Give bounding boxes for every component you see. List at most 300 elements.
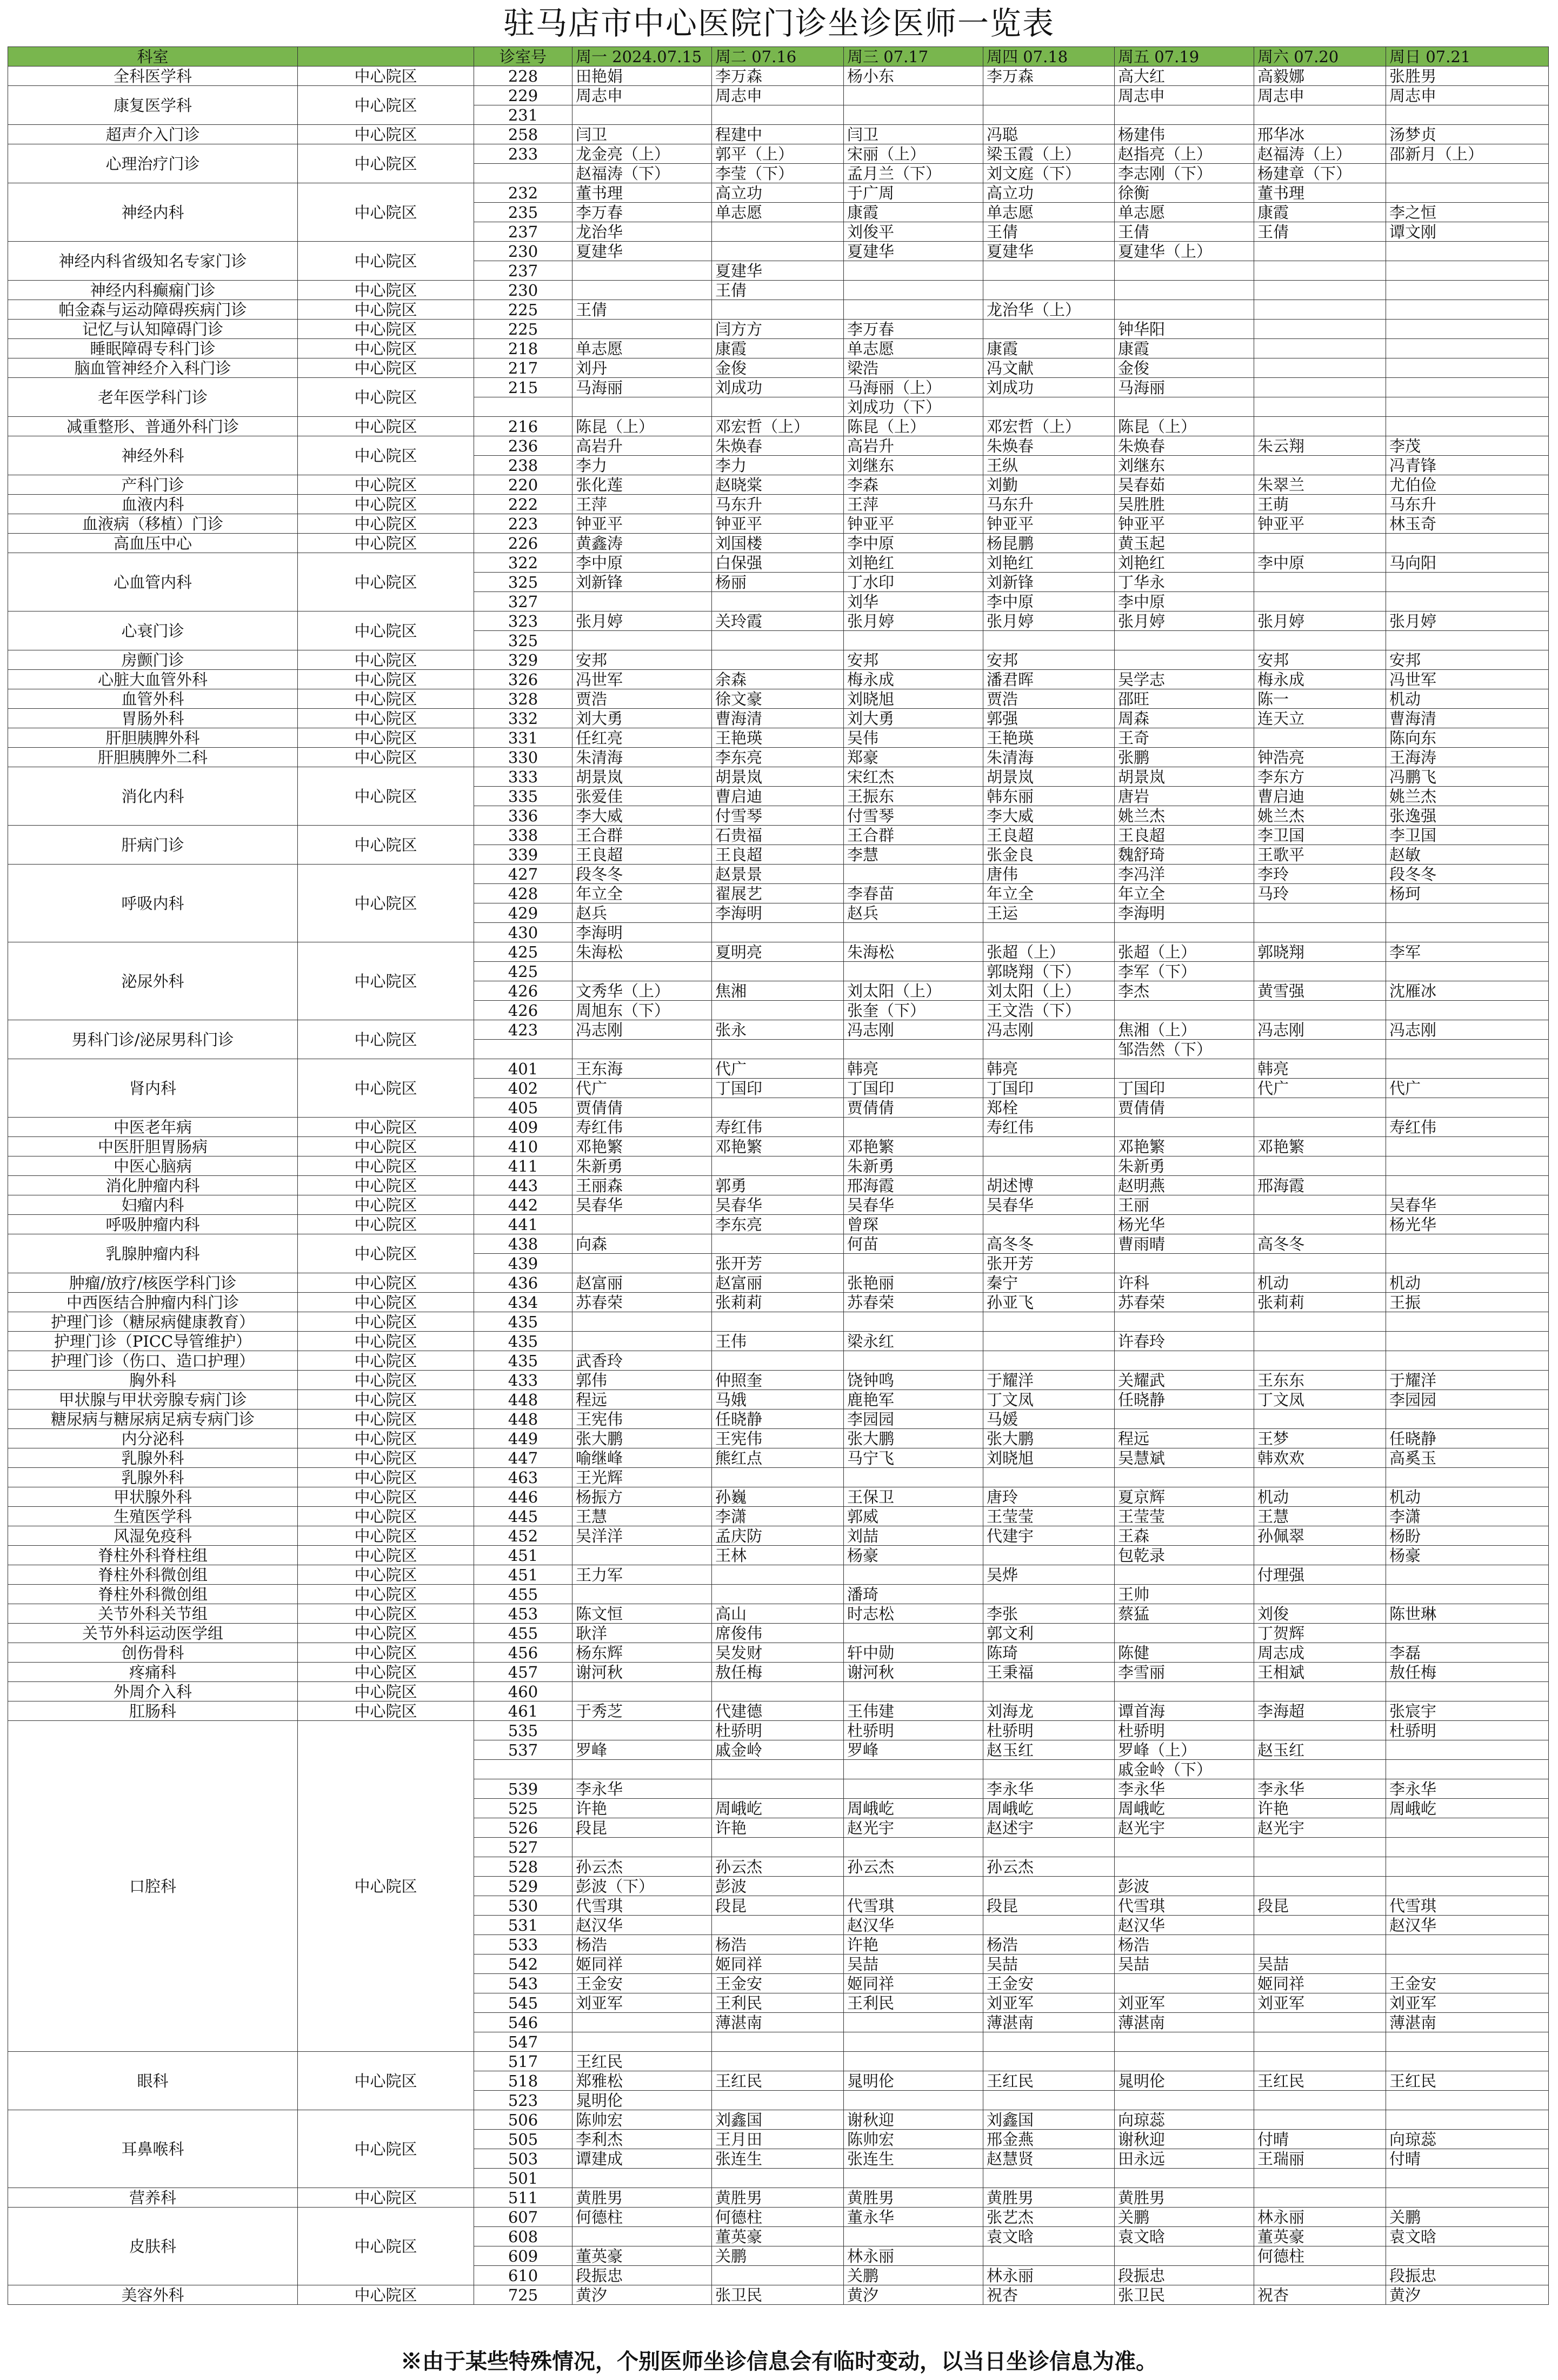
room-cell: 411	[474, 1156, 572, 1176]
doctor-cell-wed	[844, 2227, 983, 2246]
doctor-cell-fri	[1115, 2246, 1254, 2266]
doctor-cell-thu: 潘君晖	[983, 670, 1115, 689]
doctor-cell-sun: 尤伯俭	[1386, 475, 1549, 495]
department-cell: 甲状腺与甲状旁腺专病门诊	[8, 1390, 298, 1410]
doctor-cell-fri: 焦湘（上）	[1115, 1020, 1254, 1040]
table-row	[8, 514, 1549, 534]
doctor-cell-wed: 孙云杰	[844, 1857, 983, 1877]
table-row	[8, 865, 1549, 884]
doctor-cell-sat: 刘俊	[1254, 1604, 1386, 1624]
header-day-sun: 周日 07.21	[1386, 47, 1549, 67]
room-cell: 423	[474, 1020, 572, 1040]
doctor-cell-wed	[844, 300, 983, 320]
doctor-cell-mon: 朱海松	[572, 942, 712, 962]
doctor-cell-wed: 朱海松	[844, 942, 983, 962]
doctor-cell-wed	[844, 2091, 983, 2110]
doctor-cell-wed: 李园园	[844, 1410, 983, 1429]
doctor-cell-sat: 机动	[1254, 1487, 1386, 1507]
doctor-cell-thu: 王红民	[983, 2071, 1115, 2091]
doctor-cell-wed	[844, 631, 983, 650]
doctor-cell-thu: 马东升	[983, 495, 1115, 514]
doctor-cell-tue	[712, 592, 844, 611]
doctor-cell-wed: 何苗	[844, 1234, 983, 1254]
room-cell: 449	[474, 1429, 572, 1448]
doctor-cell-mon	[572, 2169, 712, 2188]
doctor-cell-sat: 李永华	[1254, 1779, 1386, 1799]
doctor-cell-tue: 杨丽	[712, 573, 844, 592]
doctor-cell-wed: 李中原	[844, 534, 983, 553]
doctor-cell-tue: 李莹（下）	[712, 164, 844, 183]
room-cell: 518	[474, 2071, 572, 2091]
doctor-cell-mon: 段振忠	[572, 2266, 712, 2285]
room-cell: 230	[474, 281, 572, 300]
header-department: 科室	[8, 47, 298, 67]
doctor-cell-fri: 周森	[1115, 709, 1254, 728]
doctor-cell-mon	[572, 1040, 712, 1059]
room-cell: 217	[474, 358, 572, 378]
doctor-cell-sat	[1254, 1118, 1386, 1137]
doctor-cell-sun: 杜骄明	[1386, 1721, 1549, 1740]
campus-cell: 中心院区	[298, 650, 474, 670]
doctor-cell-thu	[983, 1312, 1115, 1332]
table-row	[8, 1137, 1549, 1156]
doctor-cell-mon: 贾浩	[572, 689, 712, 709]
doctor-cell-thu: 刘艳红	[983, 553, 1115, 573]
department-cell: 高血压中心	[8, 534, 298, 553]
doctor-cell-mon: 王萍	[572, 495, 712, 514]
doctor-cell-wed	[844, 1779, 983, 1799]
doctor-cell-wed: 吴春华	[844, 1195, 983, 1215]
doctor-cell-tue: 白保强	[712, 553, 844, 573]
doctor-cell-thu: 刘新锋	[983, 573, 1115, 592]
campus-cell: 中心院区	[298, 2285, 474, 2305]
table-row	[8, 86, 1549, 105]
room-cell: 330	[474, 748, 572, 767]
doctor-cell-sat: 赵玉红	[1254, 1740, 1386, 1760]
doctor-cell-thu: 刘鑫国	[983, 2110, 1115, 2130]
doctor-cell-sat: 何德柱	[1254, 2246, 1386, 2266]
campus-cell: 中心院区	[298, 339, 474, 358]
room-cell: 460	[474, 1682, 572, 1701]
room-cell: 530	[474, 1896, 572, 1916]
doctor-cell-wed	[844, 2032, 983, 2052]
doctor-cell-thu	[983, 1838, 1115, 1857]
doctor-cell-mon: 任红亮	[572, 728, 712, 748]
doctor-cell-mon: 段昆	[572, 1818, 712, 1838]
doctor-cell-sat: 段昆	[1254, 1896, 1386, 1916]
room-cell: 436	[474, 1273, 572, 1293]
doctor-cell-fri: 薄湛南	[1115, 2013, 1254, 2032]
doctor-cell-sat: 朱云翔	[1254, 436, 1386, 456]
doctor-cell-thu	[983, 1877, 1115, 1896]
doctor-cell-mon	[572, 1760, 712, 1779]
doctor-cell-sat	[1254, 1040, 1386, 1059]
doctor-cell-wed: 林永丽	[844, 2246, 983, 2266]
doctor-cell-mon: 郭伟	[572, 1371, 712, 1390]
doctor-cell-thu: 孙云杰	[983, 1857, 1115, 1877]
doctor-cell-fri: 钟华阳	[1115, 320, 1254, 339]
doctor-cell-tue: 刘成功	[712, 378, 844, 397]
doctor-cell-thu: 王秉福	[983, 1663, 1115, 1682]
doctor-cell-fri	[1115, 2032, 1254, 2052]
doctor-cell-fri: 吴学志	[1115, 670, 1254, 689]
room-cell: 505	[474, 2130, 572, 2149]
doctor-cell-mon: 赵兵	[572, 903, 712, 923]
doctor-cell-fri: 魏舒琦	[1115, 845, 1254, 865]
doctor-cell-mon: 吴春华	[572, 1195, 712, 1215]
room-cell: 325	[474, 573, 572, 592]
doctor-cell-tue	[712, 1760, 844, 1779]
doctor-cell-fri	[1115, 1682, 1254, 1701]
doctor-cell-mon	[572, 2032, 712, 2052]
doctor-cell-thu	[983, 923, 1115, 942]
doctor-cell-thu: 胡述博	[983, 1176, 1115, 1195]
doctor-cell-sun	[1386, 417, 1549, 436]
room-cell: 226	[474, 534, 572, 553]
doctor-cell-sun: 李磊	[1386, 1643, 1549, 1663]
doctor-cell-tue: 程建中	[712, 125, 844, 144]
doctor-cell-fri	[1115, 1565, 1254, 1585]
doctor-cell-sun: 陈向东	[1386, 728, 1549, 748]
doctor-cell-mon	[572, 261, 712, 281]
doctor-cell-wed: 邢海霞	[844, 1176, 983, 1195]
room-cell: 451	[474, 1546, 572, 1565]
doctor-cell-fri: 王森	[1115, 1526, 1254, 1546]
room-cell: 446	[474, 1487, 572, 1507]
doctor-cell-sun	[1386, 1098, 1549, 1118]
doctor-cell-fri	[1115, 261, 1254, 281]
doctor-cell-thu	[983, 281, 1115, 300]
doctor-cell-sun: 陈世琳	[1386, 1604, 1549, 1624]
doctor-cell-mon: 张大鹏	[572, 1429, 712, 1448]
room-cell: 430	[474, 923, 572, 942]
doctor-cell-sat: 王慧	[1254, 1507, 1386, 1526]
room-cell: 225	[474, 320, 572, 339]
doctor-cell-fri	[1115, 1001, 1254, 1020]
department-cell: 外周介入科	[8, 1682, 298, 1701]
room-cell: 455	[474, 1585, 572, 1604]
department-cell: 睡眠障碍专科门诊	[8, 339, 298, 358]
doctor-cell-wed: 刘晓旭	[844, 689, 983, 709]
doctor-cell-thu: 高冬冬	[983, 1234, 1115, 1254]
campus-cell: 中心院区	[298, 1507, 474, 1526]
table-row	[8, 2052, 1549, 2071]
doctor-cell-sun: 高奚玉	[1386, 1448, 1549, 1468]
doctor-cell-mon: 陈帅宏	[572, 2110, 712, 2130]
campus-cell: 中心院区	[298, 436, 474, 475]
doctor-cell-fri: 向琼蕊	[1115, 2110, 1254, 2130]
doctor-cell-mon: 许艳	[572, 1799, 712, 1818]
room-cell: 455	[474, 1624, 572, 1643]
doctor-cell-sat: 钟亚平	[1254, 514, 1386, 534]
doctor-cell-fri: 吴春茹	[1115, 475, 1254, 495]
doctor-cell-sat: 黄雪强	[1254, 981, 1386, 1001]
room-cell: 232	[474, 183, 572, 203]
doctor-cell-sat: 董英豪	[1254, 2227, 1386, 2246]
doctor-cell-sat	[1254, 320, 1386, 339]
doctor-cell-sun: 任晓静	[1386, 1429, 1549, 1448]
doctor-cell-mon: 赵汉华	[572, 1916, 712, 1935]
doctor-cell-sat	[1254, 2169, 1386, 2188]
room-cell: 506	[474, 2110, 572, 2130]
department-cell: 关节外科运动医学组	[8, 1624, 298, 1643]
doctor-cell-tue	[712, 1565, 844, 1585]
department-cell: 中医心脑病	[8, 1156, 298, 1176]
department-cell: 眼科	[8, 2052, 298, 2110]
campus-cell: 中心院区	[298, 1721, 474, 2052]
doctor-cell-sun	[1386, 1410, 1549, 1429]
doctor-cell-mon: 王力军	[572, 1565, 712, 1585]
doctor-cell-wed: 朱新勇	[844, 1156, 983, 1176]
doctor-cell-fri: 李杰	[1115, 981, 1254, 1001]
room-cell: 435	[474, 1312, 572, 1332]
department-cell: 疼痛科	[8, 1663, 298, 1682]
doctor-cell-fri: 王倩	[1115, 222, 1254, 242]
doctor-cell-wed: 李万春	[844, 320, 983, 339]
doctor-cell-wed: 王合群	[844, 826, 983, 845]
doctor-cell-thu	[983, 320, 1115, 339]
doctor-cell-tue: 敖任梅	[712, 1663, 844, 1682]
doctor-cell-thu: 唐伟	[983, 865, 1115, 884]
department-cell: 创伤骨科	[8, 1643, 298, 1663]
department-cell: 护理门诊（伤口、造口护理）	[8, 1351, 298, 1371]
campus-cell: 中心院区	[298, 1176, 474, 1195]
doctor-cell-sun: 杨光华	[1386, 1215, 1549, 1234]
room-cell: 229	[474, 86, 572, 105]
department-cell: 乳腺肿瘤内科	[8, 1234, 298, 1273]
doctor-cell-mon	[572, 320, 712, 339]
doctor-cell-sun	[1386, 1176, 1549, 1195]
campus-cell: 中心院区	[298, 242, 474, 281]
doctor-cell-wed: 于广周	[844, 183, 983, 203]
department-cell: 心理治疗门诊	[8, 144, 298, 183]
room-cell: 331	[474, 728, 572, 748]
table-row	[8, 1585, 1549, 1604]
department-cell: 帕金森与运动障碍疾病门诊	[8, 300, 298, 320]
doctor-cell-tue: 代广	[712, 1059, 844, 1079]
table-row	[8, 1215, 1549, 1234]
doctor-cell-fri: 夏京辉	[1115, 1487, 1254, 1507]
campus-cell: 中心院区	[298, 1332, 474, 1351]
campus-cell: 中心院区	[298, 1546, 474, 1565]
doctor-cell-mon	[572, 1332, 712, 1351]
doctor-cell-sat: 王瑞丽	[1254, 2149, 1386, 2169]
doctor-cell-sat: 王倩	[1254, 222, 1386, 242]
room-cell: 230	[474, 242, 572, 261]
doctor-cell-mon: 武香玲	[572, 1351, 712, 1371]
table-row	[8, 1020, 1549, 1040]
doctor-cell-sat: 邢海霞	[1254, 1176, 1386, 1195]
doctor-cell-wed: 张连生	[844, 2149, 983, 2169]
doctor-cell-sun	[1386, 1954, 1549, 1974]
doctor-cell-thu: 王艳瑛	[983, 728, 1115, 748]
doctor-cell-wed: 刘俊平	[844, 222, 983, 242]
doctor-cell-wed: 邓艳繁	[844, 1137, 983, 1156]
room-cell: 405	[474, 1098, 572, 1118]
doctor-cell-sun	[1386, 261, 1549, 281]
department-cell: 皮肤科	[8, 2208, 298, 2285]
doctor-cell-mon: 胡景岚	[572, 767, 712, 787]
doctor-cell-thu: 孙亚飞	[983, 1293, 1115, 1312]
doctor-cell-mon: 刘亚军	[572, 1993, 712, 2013]
doctor-cell-fri: 单志愿	[1115, 203, 1254, 222]
doctor-cell-fri: 黄玉起	[1115, 534, 1254, 553]
doctor-cell-wed: 赵兵	[844, 903, 983, 923]
doctor-cell-thu: 王莹莹	[983, 1507, 1115, 1526]
doctor-cell-wed: 张大鹏	[844, 1429, 983, 1448]
doctor-cell-sun: 沈雁冰	[1386, 981, 1549, 1001]
department-cell: 耳鼻喉科	[8, 2110, 298, 2188]
campus-cell: 中心院区	[298, 1604, 474, 1624]
doctor-cell-tue: 翟展艺	[712, 884, 844, 903]
doctor-cell-thu: 夏建华	[983, 242, 1115, 261]
doctor-cell-thu: 赵玉红	[983, 1740, 1115, 1760]
doctor-cell-sun: 冯世军	[1386, 670, 1549, 689]
doctor-cell-mon: 谢河秋	[572, 1663, 712, 1682]
doctor-cell-wed: 张月婷	[844, 611, 983, 631]
room-cell: 453	[474, 1604, 572, 1624]
room-cell: 336	[474, 806, 572, 826]
department-cell: 肝胆胰脾外科	[8, 728, 298, 748]
doctor-cell-thu: 代建宇	[983, 1526, 1115, 1546]
doctor-cell-fri: 赵明燕	[1115, 1176, 1254, 1195]
doctor-cell-sat	[1254, 1857, 1386, 1877]
doctor-cell-mon	[572, 592, 712, 611]
doctor-cell-mon: 刘新锋	[572, 573, 712, 592]
doctor-cell-sat	[1254, 1877, 1386, 1896]
doctor-cell-tue	[712, 105, 844, 125]
doctor-cell-wed: 吴喆	[844, 1954, 983, 1974]
room-cell: 258	[474, 125, 572, 144]
doctor-cell-sun: 付晴	[1386, 2149, 1549, 2169]
doctor-cell-mon: 周志申	[572, 86, 712, 105]
doctor-cell-thu: 高立功	[983, 183, 1115, 203]
doctor-cell-wed: 刘继东	[844, 456, 983, 475]
doctor-cell-sat: 姬同祥	[1254, 1974, 1386, 1993]
doctor-cell-tue	[712, 2169, 844, 2188]
doctor-cell-fri: 李冯洋	[1115, 865, 1254, 884]
doctor-cell-wed: 王利民	[844, 1993, 983, 2013]
doctor-cell-fri	[1115, 105, 1254, 125]
doctor-cell-mon: 杨东辉	[572, 1643, 712, 1663]
doctor-cell-tue: 周峨屹	[712, 1799, 844, 1818]
room-cell: 517	[474, 2052, 572, 2071]
doctor-cell-sat	[1254, 573, 1386, 592]
doctor-cell-wed: 黄胜男	[844, 2188, 983, 2208]
doctor-cell-wed	[844, 1682, 983, 1701]
campus-cell: 中心院区	[298, 553, 474, 611]
doctor-cell-tue: 吴发财	[712, 1643, 844, 1663]
doctor-cell-wed: 姬同祥	[844, 1974, 983, 1993]
doctor-cell-mon: 姬同祥	[572, 1954, 712, 1974]
doctor-cell-mon: 王金安	[572, 1974, 712, 1993]
doctor-cell-sat	[1254, 1916, 1386, 1935]
doctor-cell-mon: 孙云杰	[572, 1857, 712, 1877]
doctor-cell-mon	[572, 1254, 712, 1273]
doctor-cell-fri	[1115, 650, 1254, 670]
table-row	[8, 2110, 1549, 2130]
doctor-cell-fri	[1115, 1857, 1254, 1877]
doctor-cell-sun	[1386, 1234, 1549, 1254]
table-row	[8, 1410, 1549, 1429]
department-cell: 血液病（移植）门诊	[8, 514, 298, 534]
doctor-cell-thu: 刘勤	[983, 475, 1115, 495]
doctor-cell-thu: 李张	[983, 1604, 1115, 1624]
room-cell: 322	[474, 553, 572, 573]
doctor-cell-mon: 王慧	[572, 1507, 712, 1526]
campus-cell: 中心院区	[298, 1137, 474, 1156]
doctor-cell-tue: 赵晓棠	[712, 475, 844, 495]
doctor-cell-tue: 吴春华	[712, 1195, 844, 1215]
doctor-cell-wed	[844, 1838, 983, 1857]
campus-cell: 中心院区	[298, 281, 474, 300]
room-cell: 531	[474, 1916, 572, 1935]
doctor-cell-fri: 关鹏	[1115, 2208, 1254, 2227]
doctor-cell-wed	[844, 281, 983, 300]
room-cell: 609	[474, 2246, 572, 2266]
doctor-cell-sat: 冯志刚	[1254, 1020, 1386, 1040]
table-row	[8, 1643, 1549, 1663]
doctor-cell-tue: 席俊伟	[712, 1624, 844, 1643]
doctor-cell-wed	[844, 2013, 983, 2032]
campus-cell: 中心院区	[298, 358, 474, 378]
doctor-cell-thu: 安邦	[983, 650, 1115, 670]
room-cell: 236	[474, 436, 572, 456]
doctor-cell-sat: 王相斌	[1254, 1663, 1386, 1682]
doctor-cell-wed: 潘琦	[844, 1585, 983, 1604]
department-cell: 脊柱外科脊柱组	[8, 1546, 298, 1565]
doctor-cell-thu: 袁文晗	[983, 2227, 1115, 2246]
campus-cell: 中心院区	[298, 1293, 474, 1312]
doctor-cell-mon: 陈文恒	[572, 1604, 712, 1624]
doctor-cell-fri: 戚金岭（下）	[1115, 1760, 1254, 1779]
doctor-cell-thu: 吴喆	[983, 1954, 1115, 1974]
doctor-cell-sun	[1386, 534, 1549, 553]
doctor-cell-thu	[983, 1682, 1115, 1701]
doctor-cell-thu: 刘海龙	[983, 1701, 1115, 1721]
campus-cell: 中心院区	[298, 1663, 474, 1682]
department-cell: 消化肿瘤内科	[8, 1176, 298, 1195]
department-cell: 糖尿病与糖尿病足病专病门诊	[8, 1410, 298, 1429]
doctor-cell-sun: 代雪琪	[1386, 1896, 1549, 1916]
department-cell: 全科医学科	[8, 67, 298, 86]
room-cell: 447	[474, 1448, 572, 1468]
doctor-cell-thu: 韩亮	[983, 1059, 1115, 1079]
department-cell: 记忆与认知障碍门诊	[8, 320, 298, 339]
doctor-cell-fri: 邹浩然（下）	[1115, 1040, 1254, 1059]
doctor-cell-mon: 赵富丽	[572, 1273, 712, 1293]
doctor-cell-fri: 程远	[1115, 1429, 1254, 1448]
doctor-cell-mon: 黄汐	[572, 2285, 712, 2305]
doctor-cell-sat: 邓艳繁	[1254, 1137, 1386, 1156]
department-cell: 乳腺外科	[8, 1448, 298, 1468]
campus-cell: 中心院区	[298, 1215, 474, 1234]
room-cell: 323	[474, 611, 572, 631]
table-row	[8, 183, 1549, 203]
doctor-cell-sun: 周志申	[1386, 86, 1549, 105]
doctor-cell-fri: 吴慧斌	[1115, 1448, 1254, 1468]
doctor-cell-tue	[712, 962, 844, 981]
doctor-cell-sat	[1254, 2110, 1386, 2130]
doctor-cell-tue: 郭平（上）	[712, 144, 844, 164]
table-row	[8, 534, 1549, 553]
doctor-cell-thu: 杜骄明	[983, 1721, 1115, 1740]
doctor-cell-sat: 丁文凤	[1254, 1390, 1386, 1410]
doctor-cell-sun	[1386, 1332, 1549, 1351]
department-cell: 脊柱外科微创组	[8, 1585, 298, 1604]
campus-cell: 中心院区	[298, 1059, 474, 1118]
doctor-cell-mon: 李万春	[572, 203, 712, 222]
